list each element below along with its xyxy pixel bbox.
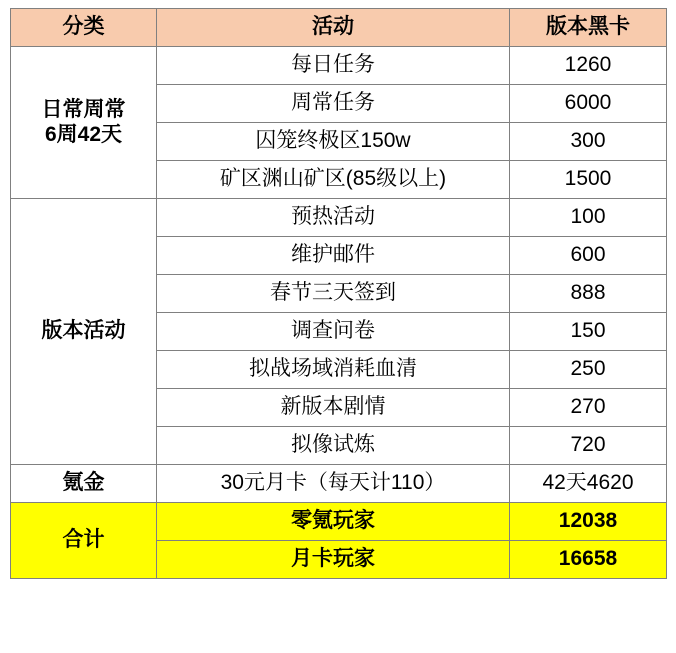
header-category: 分类: [11, 9, 157, 47]
table-row: [11, 465, 667, 503]
category-line-1: 日常周常: [41, 98, 126, 122]
activity-cell: 矿区渊山矿区(85级以上): [157, 161, 510, 199]
activity-cell: 囚笼终极区150w: [157, 123, 510, 161]
total-value: 16658: [510, 541, 667, 579]
activity-cell: 每日任务: [157, 47, 510, 85]
value-cell: 1500: [510, 161, 667, 199]
table-row: [11, 47, 667, 85]
value-cell: 250: [510, 351, 667, 389]
value-cell: 270: [510, 389, 667, 427]
header-activity: 活动: [157, 9, 510, 47]
value-cell: 888: [510, 275, 667, 313]
spreadsheet-table-image: [0, 8, 676, 653]
category-cell-payment: 氪金: [11, 465, 157, 503]
total-value: 12038: [510, 503, 667, 541]
value-cell: 100: [510, 199, 667, 237]
value-cell: 720: [510, 427, 667, 465]
activity-cell: 调查问卷: [157, 313, 510, 351]
total-label: 月卡玩家: [157, 541, 510, 579]
activity-cell: 春节三天签到: [157, 275, 510, 313]
activity-cell: 周常任务: [157, 85, 510, 123]
activity-cell: 30元月卡（每天计110）: [157, 465, 510, 503]
activity-cell: 拟战场域消耗血清: [157, 351, 510, 389]
activity-cell: 新版本剧情: [157, 389, 510, 427]
activity-cell: 拟像试炼: [157, 427, 510, 465]
total-row: [11, 503, 667, 541]
value-cell: 42天4620: [510, 465, 667, 503]
value-cell: 300: [510, 123, 667, 161]
value-cell: 1260: [510, 47, 667, 85]
category-cell-daily: [11, 47, 157, 199]
category-cell-version: 版本活动: [11, 199, 157, 465]
value-cell: 150: [510, 313, 667, 351]
total-label: 零氪玩家: [157, 503, 510, 541]
rewards-table: [10, 8, 667, 579]
activity-cell: 预热活动: [157, 199, 510, 237]
category-cell-total: 合计: [11, 503, 157, 579]
table-header-row: [11, 9, 667, 47]
category-line-2: 6周42天: [44, 122, 123, 146]
header-value: 版本黑卡: [510, 9, 667, 47]
value-cell: 600: [510, 237, 667, 275]
table-row: [11, 199, 667, 237]
value-cell: 6000: [510, 85, 667, 123]
activity-cell: 维护邮件: [157, 237, 510, 275]
